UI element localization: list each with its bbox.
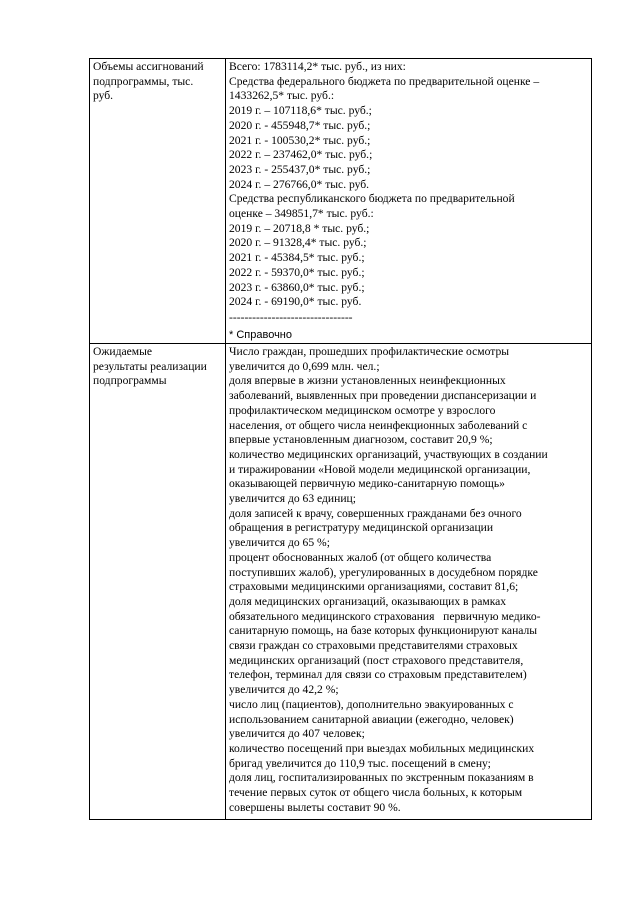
content-line: течение первых суток от общего числа больных, к которым xyxy=(229,786,523,800)
footnote-separator: -------------------------------- xyxy=(229,310,353,324)
content-line: совершены вылеты составит 90 %. xyxy=(229,800,401,814)
content-line: доля лиц, госпитализированных по экстренным показаниям в xyxy=(229,771,534,785)
content-line: 2019 г. – 107118,6* тыс. руб.; xyxy=(229,104,372,118)
content-line: 2023 г. - 255437,0* тыс. руб.; xyxy=(229,162,371,176)
content-line: увеличится до 407 человек; xyxy=(229,727,365,741)
row-content-results xyxy=(226,344,592,820)
label-line: Объемы ассигнований xyxy=(93,60,204,73)
content-line: доля записей к врачу, совершенных гражданами без очного xyxy=(229,506,522,520)
content-line: доля впервые в жизни установленных неинфекционных xyxy=(229,374,506,388)
content-line: 2022 г. - 59370,0* тыс. руб.; xyxy=(229,265,365,279)
label-line: руб. xyxy=(93,89,114,103)
content-line: 2024 г. – 276766,0* тыс. руб. xyxy=(229,177,370,191)
content-line: 2020 г. - 455948,7* тыс. руб.; xyxy=(229,118,371,132)
content-line: процент обоснованных жалоб (от общего количества xyxy=(229,550,492,564)
content-line: увеличится до 63 единиц; xyxy=(229,492,356,506)
content-line: связи граждан со страховыми представителями страховых xyxy=(229,639,518,653)
label-line: подпрограммы xyxy=(93,374,167,388)
content-line: Средства федерального бюджета по предварительной оценке – xyxy=(229,74,540,88)
table-row xyxy=(90,59,592,344)
label-line: подпрограммы, тыс. xyxy=(93,74,194,88)
row-label-funding xyxy=(90,59,226,344)
content-line: количество медицинских организаций, участвующих в создании xyxy=(229,447,548,461)
content-line: телефон, терминал для связи со страховым представителем) xyxy=(229,668,527,682)
row-label-results xyxy=(90,344,226,820)
content-line: страховыми медицинскими организациями, составит 81,6; xyxy=(229,580,519,594)
content-line: Всего: 1783114,2* тыс. руб., из них: xyxy=(229,60,406,73)
content-line: 2023 г. - 63860,0* тыс. руб.; xyxy=(229,280,365,294)
content-line: 1433262,5* тыс. руб.: xyxy=(229,89,335,103)
content-line: доля медицинских организаций, оказывающих в рамках xyxy=(229,594,507,608)
content-line: Число граждан, прошедших профилактические осмотры xyxy=(229,345,510,358)
content-line: впервые установленным диагнозом, составит 20,9 %; xyxy=(229,433,493,447)
content-line: использованием санитарной авиации (ежегодно, человек) xyxy=(229,712,514,726)
content-line: 2024 г. - 69190,0* тыс. руб. xyxy=(229,295,362,309)
content-line: обращения в регистратуру медицинской организации xyxy=(229,521,494,535)
content-line: 2022 г. – 237462,0* тыс. руб.; xyxy=(229,148,373,162)
content-line: 2021 г. - 100530,2* тыс. руб.; xyxy=(229,133,371,147)
content-line: увеличится до 42,2 %; xyxy=(229,683,339,697)
row-content-funding xyxy=(226,59,592,344)
content-line: 2021 г. - 45384,5* тыс. руб.; xyxy=(229,251,365,265)
content-line: поступивших жалоб), урегулированных в досудебном порядке xyxy=(229,565,538,579)
content-line: населения, от общего числа неинфекционных заболеваний с xyxy=(229,418,528,432)
content-line: оценке – 349851,7* тыс. руб.: xyxy=(229,207,374,221)
content-line: медицинских организаций (пост страхового представителя, xyxy=(229,653,524,667)
content-line: обязательного медицинского страхования первичную медико- xyxy=(229,609,541,623)
content-line: профилактическом медицинском осмотре у взрослого xyxy=(229,403,496,417)
label-line: Ожидаемые xyxy=(93,345,153,358)
content-line: бригад увеличится до 110,9 тыс. посещений в смену; xyxy=(229,756,491,770)
content-line: Средства республиканского бюджета по предварительной xyxy=(229,192,515,206)
content-line: увеличится до 0,699 млн. чел.; xyxy=(229,359,380,373)
label-line: результаты реализации xyxy=(93,359,207,373)
subprogram-table xyxy=(89,58,592,820)
content-line: 2019 г. – 20718,8 * тыс. руб.; xyxy=(229,221,370,235)
content-line: санитарную помощь, на базе которых функционируют каналы xyxy=(229,624,538,638)
table-row xyxy=(90,344,592,820)
content-line: и тиражировании «Новой модели медицинской организации, xyxy=(229,462,531,476)
content-line: количество посещений при выездах мобильных медицинских xyxy=(229,741,535,755)
content-line: число лиц (пациентов), дополнительно эвакуированных с xyxy=(229,697,514,711)
content-line: оказывающей первичную медико-санитарную помощь» xyxy=(229,477,505,491)
content-line: увеличится до 65 %; xyxy=(229,536,330,550)
content-line: заболеваний, выявленных при проведении диспансеризации и xyxy=(229,389,537,403)
footnote: * Справочно xyxy=(229,328,292,341)
content-line: 2020 г. – 91328,4* тыс. руб.; xyxy=(229,236,367,250)
